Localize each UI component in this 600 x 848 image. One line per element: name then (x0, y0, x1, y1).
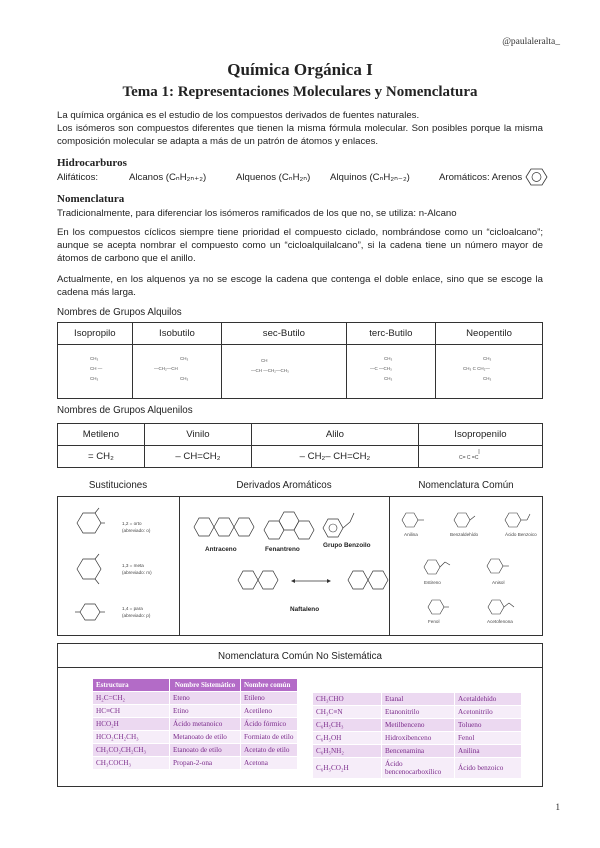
table-cell: Anilina (455, 745, 522, 758)
acetofenona-label: Acetofenona (487, 619, 513, 624)
alquilo-structure (222, 345, 346, 399)
nomenclatura-paragraph-2: En los compuestos cíclicos siempre tiene prioridad el compuesto ciclado, nombrándose como un “cicloalcano”; aunque se acepta nombrar el compuesto como un “cicloalquilalcano”, si la cadena tiene un número mayor de átomos de carbono que el anillo. (57, 227, 543, 264)
acetofenona-structure (486, 595, 520, 617)
table-cell: Ácido benzoico (455, 758, 522, 779)
alcanos-label: Alcanos (CₙH₂ₙ₊₂) (129, 172, 207, 183)
svg-text:CH: CH (260, 358, 268, 363)
aromaticos-label: Aromáticos: Arenos (439, 172, 523, 183)
alquinos-label: Alquinos (CₙH₂ₙ₋₂) (330, 172, 410, 183)
svg-text:CH₃: CH₃ (89, 356, 99, 361)
table-cell: Ácido bencenocarboxílico (382, 758, 455, 779)
orto-label: 1,2 = orto (122, 521, 142, 526)
hidrocarburos-heading: Hidrocarburos (57, 157, 127, 169)
table-cell: C₆H₅NH₂ (313, 745, 382, 758)
alquenilo-header: Vinilo (144, 424, 251, 446)
page-subtitle: Tema 1: Representaciones Moleculares y Nomenclatura (122, 84, 478, 100)
isopropilo-structure (75, 350, 115, 390)
svg-text:—C —CH₃: —C —CH₃ (369, 366, 392, 371)
benzene-hexagon-icon (522, 166, 552, 188)
svg-text:CH₃: CH₃ (383, 376, 393, 381)
nomenclatura-paragraph-1: Tradicionalmente, para diferenciar los isómeros ramificados de los que no, se utiliza: n-Alcano (57, 208, 457, 219)
naftaleno-structure-right (346, 566, 386, 594)
alquenilo-header: Isopropenilo (418, 424, 542, 446)
svg-text:CH₃: CH₃ (483, 356, 492, 361)
alquilo-header: Isobutilo (132, 323, 221, 345)
intro-paragraph-2: Los isómeros son compuestos diferentes que tienen la misma fórmula molecular. Son posibles porque la misma composición molecular se adapta a más de un patrón de átomos y enlaces. (57, 123, 543, 147)
svg-text:CH₃: CH₃ (89, 376, 99, 381)
orto-structure (74, 508, 104, 538)
anilina-label: Anilina (404, 532, 418, 537)
table-cell: Propan-2-ona (170, 757, 241, 770)
fenantreno-structure (262, 512, 312, 542)
derivados-heading: Derivados Aromáticos (236, 480, 332, 491)
svg-text:CH₃ C CH₂—: CH₃ C CH₂— (463, 366, 490, 371)
alquilo-header: Isopropilo (58, 323, 133, 345)
anisol-label: Anisol (492, 580, 505, 585)
table-cell: H₂C=CH₂ (93, 692, 170, 705)
panel-divider (57, 667, 543, 668)
table-cell: HCO₂CH₂CH₃ (93, 731, 170, 744)
anisol-structure (485, 556, 519, 576)
table-cell: CH₃CHO (313, 693, 382, 706)
nomenclatura-heading: Nomenclatura (57, 193, 125, 205)
benzoilo-label: Grupo Benzoilo (323, 542, 371, 549)
intro-paragraph-1: La química orgánica es el estudio de los compuestos derivados de fuentes naturales. (57, 110, 420, 121)
benzoilo-structure (320, 508, 360, 542)
alquilo-header: Neopentilo (436, 323, 543, 345)
para-label: 1,4 = para (122, 606, 143, 611)
alquenilo-header: Metileno (58, 424, 145, 446)
antraceno-label: Antraceno (205, 546, 237, 553)
table-cell: Acetona (241, 757, 298, 770)
table-cell: Hidroxibenceno (382, 732, 455, 745)
alquilos-label: Nombres de Grupos Alquilos (57, 307, 182, 318)
benzaldehido-label: Benzaldehído (450, 532, 479, 537)
page-number: 1 (555, 802, 560, 812)
no-sistematica-heading: Nomenclatura Común No Sistemática (218, 651, 382, 662)
no-sistematica-table-left (92, 678, 298, 770)
para-structure (74, 600, 110, 626)
resonance-arrow-icon (291, 577, 331, 585)
svg-text:CH —: CH — (89, 366, 103, 371)
svg-text:—CH₂—CH: —CH₂—CH (153, 366, 178, 371)
table-cell: C₆H₅OH (313, 732, 382, 745)
table-cell: Acetaldehído (455, 693, 522, 706)
alquenos-label: Alquenos (CₙH₂ₙ) (236, 172, 311, 183)
svg-text:C= C =C: C= C =C (459, 455, 479, 461)
column-header: Nombre Sistemático (170, 679, 241, 692)
author-handle: @paulaleralta_ (502, 37, 560, 47)
benzaldehido-structure (452, 510, 482, 530)
table-cell: Ácido metanoico (170, 718, 241, 731)
nomenclatura-paragraph-3: Actualmente, en los alquenos ya no se escoge la cadena que contenga el doble enlace, sino que se escoge la cadena más larga. (57, 274, 543, 298)
acido-benzoico-structure (503, 510, 537, 530)
alquilo-structure (346, 345, 435, 399)
table-cell: Metilbenceno (382, 719, 455, 732)
isobutilo-structure (152, 350, 202, 390)
alquilo-structure (132, 345, 221, 399)
terc-butilo-structure (366, 350, 416, 390)
comun-heading: Nomenclatura Común (418, 480, 514, 491)
table-cell: HCO₂H (93, 718, 170, 731)
panel-divider (389, 496, 390, 636)
svg-text:—CH —CH₂—CH₃: —CH —CH₂—CH₃ (250, 368, 289, 373)
table-cell: Acetato de etilo (241, 744, 298, 757)
acido-benzoico-label: Ácido Benzoico (505, 532, 537, 537)
panel-divider (179, 496, 180, 636)
alquenilo-formula: = CH₂ (58, 446, 145, 468)
svg-text:CH₃: CH₃ (179, 376, 189, 381)
alquenilos-table (57, 423, 543, 468)
table-cell: Acetonitrilo (455, 706, 522, 719)
fenantreno-label: Fenantreno (265, 546, 300, 553)
alquenilo-formula (418, 446, 542, 468)
table-cell: HC≡CH (93, 705, 170, 718)
table-cell: Eteno (170, 692, 241, 705)
sustituciones-heading: Sustituciones (88, 480, 148, 491)
hidrocarburos-row (57, 172, 547, 186)
estireno-structure (422, 555, 452, 577)
meta-label: 1,3 = meta (122, 563, 144, 568)
svg-text:CH₃: CH₃ (383, 356, 393, 361)
table-cell: C₆H₅CH₃ (313, 719, 382, 732)
alquenilo-header: Alilo (252, 424, 419, 446)
column-header: Estructura (93, 679, 170, 692)
sec-butilo-structure (249, 350, 319, 390)
meta-abbr: (abreviado: m) (122, 570, 152, 575)
naftaleno-structure-left (236, 566, 276, 594)
alquilos-table (57, 322, 543, 399)
column-header: Nombre común (241, 679, 298, 692)
svg-text:CH₃: CH₃ (483, 376, 492, 381)
alquenilo-formula: – CH=CH₂ (144, 446, 251, 468)
fenol-label: Fenol (428, 619, 440, 624)
table-cell: Etanonitrilo (382, 706, 455, 719)
orto-abbr: (abreviado: o) (122, 528, 151, 533)
table-cell: CH₃CO₂CH₂CH₃ (93, 744, 170, 757)
meta-structure (74, 554, 104, 586)
no-sistematica-table-right (312, 692, 522, 779)
estireno-label: Estireno (424, 580, 441, 585)
table-cell: Ácido fórmico (241, 718, 298, 731)
table-cell: Formiato de etilo (241, 731, 298, 744)
table-cell: Etileno (241, 692, 298, 705)
table-cell: C₆H₅CO₂H (313, 758, 382, 779)
anilina-structure (400, 510, 430, 530)
table-cell: Bencenamina (382, 745, 455, 758)
neopentilo-structure (459, 350, 519, 390)
table-cell: Etanoato de etilo (170, 744, 241, 757)
svg-text:CH₃: CH₃ (179, 356, 189, 361)
alifaticos-label: Alifáticos: (57, 172, 99, 183)
alquilo-structure (436, 345, 543, 399)
table-cell: Metanoato de etilo (170, 731, 241, 744)
table-cell: Acetileno (241, 705, 298, 718)
table-cell: CH₃C≡N (313, 706, 382, 719)
table-cell: Etino (170, 705, 241, 718)
alquilo-structure (58, 345, 133, 399)
alquenilos-label: Nombres de Grupos Alquenilos (57, 405, 193, 416)
naftaleno-label: Naftaleno (290, 606, 320, 613)
table-cell: Tolueno (455, 719, 522, 732)
fenol-structure (426, 597, 456, 617)
alquilo-header: terc-Butilo (346, 323, 435, 345)
table-cell: CH₃COCH₃ (93, 757, 170, 770)
table-cell: Etanal (382, 693, 455, 706)
alquenilo-formula: – CH₂– CH=CH₂ (252, 446, 419, 468)
alquilo-header: sec-Butilo (222, 323, 346, 345)
para-abbr: (abreviado: p) (122, 613, 151, 618)
antraceno-structure (192, 512, 252, 542)
table-cell: Fenol (455, 732, 522, 745)
page-title: Química Orgánica I (227, 60, 373, 79)
isopropenilo-structure (455, 447, 505, 463)
